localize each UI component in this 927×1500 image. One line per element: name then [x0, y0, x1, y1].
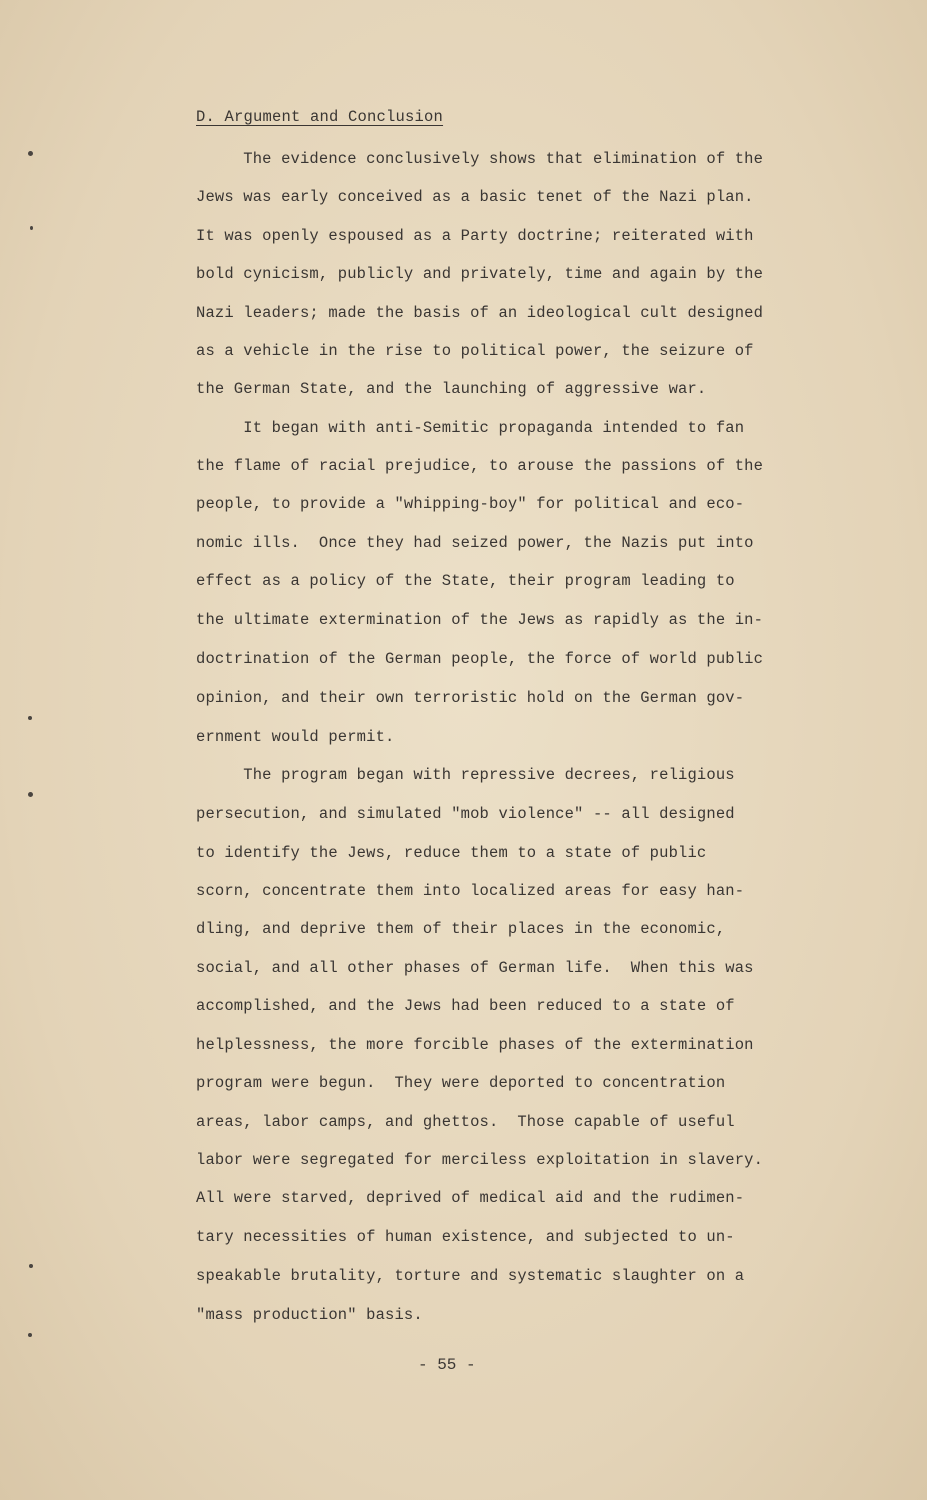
page-number: - 55 -: [418, 1356, 476, 1374]
paragraph-3-line-2: persecution, and simulated "mob violence" -- all designed: [196, 805, 735, 823]
paragraph-2-line-5: effect as a policy of the State, their program leading to: [196, 572, 735, 590]
paragraph-3-line-8: helplessness, the more forcible phases of the extermination: [196, 1036, 754, 1054]
paragraph-2-line-4: nomic ills. Once they had seized power, the Nazis put into: [196, 534, 754, 552]
paragraph-3-line-7: accomplished, and the Jews had been reduced to a state of: [196, 997, 735, 1015]
binding-mark: [30, 226, 33, 230]
paragraph-1-line-6: as a vehicle in the rise to political power, the seizure of: [196, 342, 754, 360]
paragraph-1-line-1: The evidence conclusively shows that elimination of the: [196, 150, 764, 168]
paragraph-2-line-6: the ultimate extermination of the Jews as rapidly as the in-: [196, 611, 764, 629]
paragraph-1-line-3: It was openly espoused as a Party doctrine; reiterated with: [196, 227, 754, 245]
paragraph-2-line-3: people, to provide a "whipping-boy" for political and eco-: [196, 495, 745, 513]
paragraph-3-line-12: All were starved, deprived of medical aid and the rudimen-: [196, 1189, 745, 1207]
binding-mark: [28, 1333, 32, 1337]
binding-mark: [28, 716, 32, 720]
paragraph-3-line-1: The program began with repressive decrees, religious: [196, 766, 735, 784]
paragraph-3-line-11: labor were segregated for merciless exploitation in slavery.: [196, 1151, 764, 1169]
paragraph-1-line-7: the German State, and the launching of aggressive war.: [196, 380, 707, 398]
paragraph-2-line-7: doctrination of the German people, the force of world public: [196, 650, 764, 668]
paragraph-3-line-4: scorn, concentrate them into localized areas for easy han-: [196, 882, 745, 900]
binding-mark: [29, 1264, 33, 1268]
paragraph-3-line-10: areas, labor camps, and ghettos. Those capable of useful: [196, 1113, 735, 1131]
paragraph-1-line-2: Jews was early conceived as a basic tenet of the Nazi plan.: [196, 188, 754, 206]
paragraph-3-line-6: social, and all other phases of German life. When this was: [196, 959, 754, 977]
paragraph-3-line-15: "mass production" basis.: [196, 1306, 423, 1324]
paragraph-2-line-9: ernment would permit.: [196, 728, 395, 746]
paragraph-3-line-3: to identify the Jews, reduce them to a state of public: [196, 844, 707, 862]
paragraph-1-line-4: bold cynicism, publicly and privately, time and again by the: [196, 265, 764, 283]
binding-mark: [28, 151, 33, 156]
paragraph-1-line-5: Nazi leaders; made the basis of an ideological cult designed: [196, 304, 764, 322]
paragraph-2-line-2: the flame of racial prejudice, to arouse the passions of the: [196, 457, 764, 475]
paragraph-3-line-14: speakable brutality, torture and systematic slaughter on a: [196, 1267, 745, 1285]
binding-mark: [28, 792, 33, 797]
paragraph-3-line-9: program were begun. They were deported to concentration: [196, 1074, 726, 1092]
paragraph-2-line-1: It began with anti-Semitic propaganda intended to fan: [196, 419, 745, 437]
section-heading: D. Argument and Conclusion: [196, 108, 444, 126]
paragraph-3-line-13: tary necessities of human existence, and subjected to un-: [196, 1228, 735, 1246]
paragraph-2-line-8: opinion, and their own terroristic hold on the German gov-: [196, 689, 745, 707]
paragraph-3-line-5: dling, and deprive them of their places in the economic,: [196, 920, 726, 938]
